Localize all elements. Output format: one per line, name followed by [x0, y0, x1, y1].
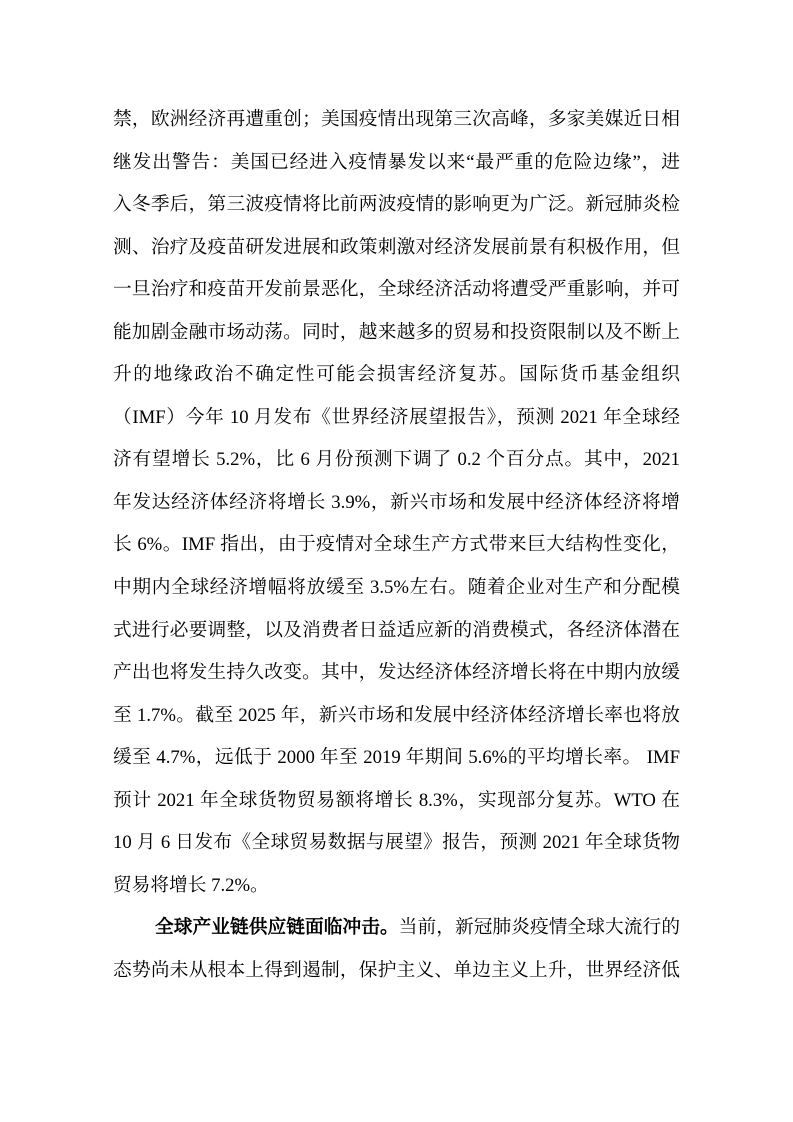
text-line: 一旦治疗和疫苗开发前景恶化，全球经济活动将遭受严重影响，并可 [113, 279, 680, 301]
text-line: 继发出警告：美国已经进入疫情暴发以来“最严重的危险边缘”，进 [113, 151, 680, 173]
text-line: 式进行必要调整，以及消费者日益适应新的消费模式，各经济体潜在 [113, 619, 680, 641]
text-line: 济有望增长 5.2%，比 6 月份预测下调了 0.2 个百分点。其中，2021 [113, 449, 680, 471]
text-line: 至 1.7%。截至 2025 年，新兴市场和发展中经济体经济增长率也将放 [113, 704, 680, 726]
paragraph-lead-line [113, 907, 680, 950]
paragraph-lead-regular-text: 当前，新冠肺炎疫情全球大流行的 [398, 917, 680, 939]
text-line: 禁，欧洲经济再遭重创；美国疫情出现第三次高峰，多家美媒近日相 [113, 109, 680, 130]
text-line: 预计 2021 年全球货物贸易额将增长 8.3%，实现部分复苏。WTO 在 [113, 789, 680, 811]
text-line: 长 6%。IMF 指出，由于疫情对全球生产方式带来巨大结构性变化， [113, 534, 680, 556]
page-text-block [113, 99, 680, 992]
text-line: 年发达经济体经济将增长 3.9%，新兴市场和发展中经济体经济将增 [113, 491, 680, 513]
paragraph-lead-bold-text: 全球产业链供应链面临冲击。 [155, 917, 399, 939]
text-line: 入冬季后，第三波疫情将比前两波疫情的影响更为广泛。新冠肺炎检 [113, 194, 680, 216]
text-line: 产出也将发生持久改变。其中，发达经济体经济增长将在中期内放缓 [113, 662, 680, 684]
text-line: （IMF）今年 10 月发布《世界经济展望报告》，预测 2021 年全球经 [113, 406, 680, 428]
text-line: 10 月 6 日发布《全球贸易数据与展望》报告，预测 2021 年全球货物 [113, 832, 680, 854]
text-line: 测、治疗及疫苗研发进展和政策刺激对经济发展前景有积极作用，但 [113, 236, 680, 258]
text-line: 能加剧金融市场动荡。同时，越来越多的贸易和投资限制以及不断上 [113, 321, 680, 343]
text-line: 态势尚未从根本上得到遏制，保护主义、单边主义上升，世界经济低 [113, 959, 680, 981]
text-line: 缓至 4.7%，远低于 2000 年至 2019 年期间 5.6%的平均增长率。 IMF [113, 747, 680, 769]
paragraph-end-line: 贸易将增长 7.2%。 [113, 874, 269, 896]
text-line: 升的地缘政治不确定性可能会损害经济复苏。国际货币基金组织 [113, 364, 680, 386]
text-line: 中期内全球经济增幅将放缓至 3.5%左右。随着企业对生产和分配模 [113, 577, 680, 599]
